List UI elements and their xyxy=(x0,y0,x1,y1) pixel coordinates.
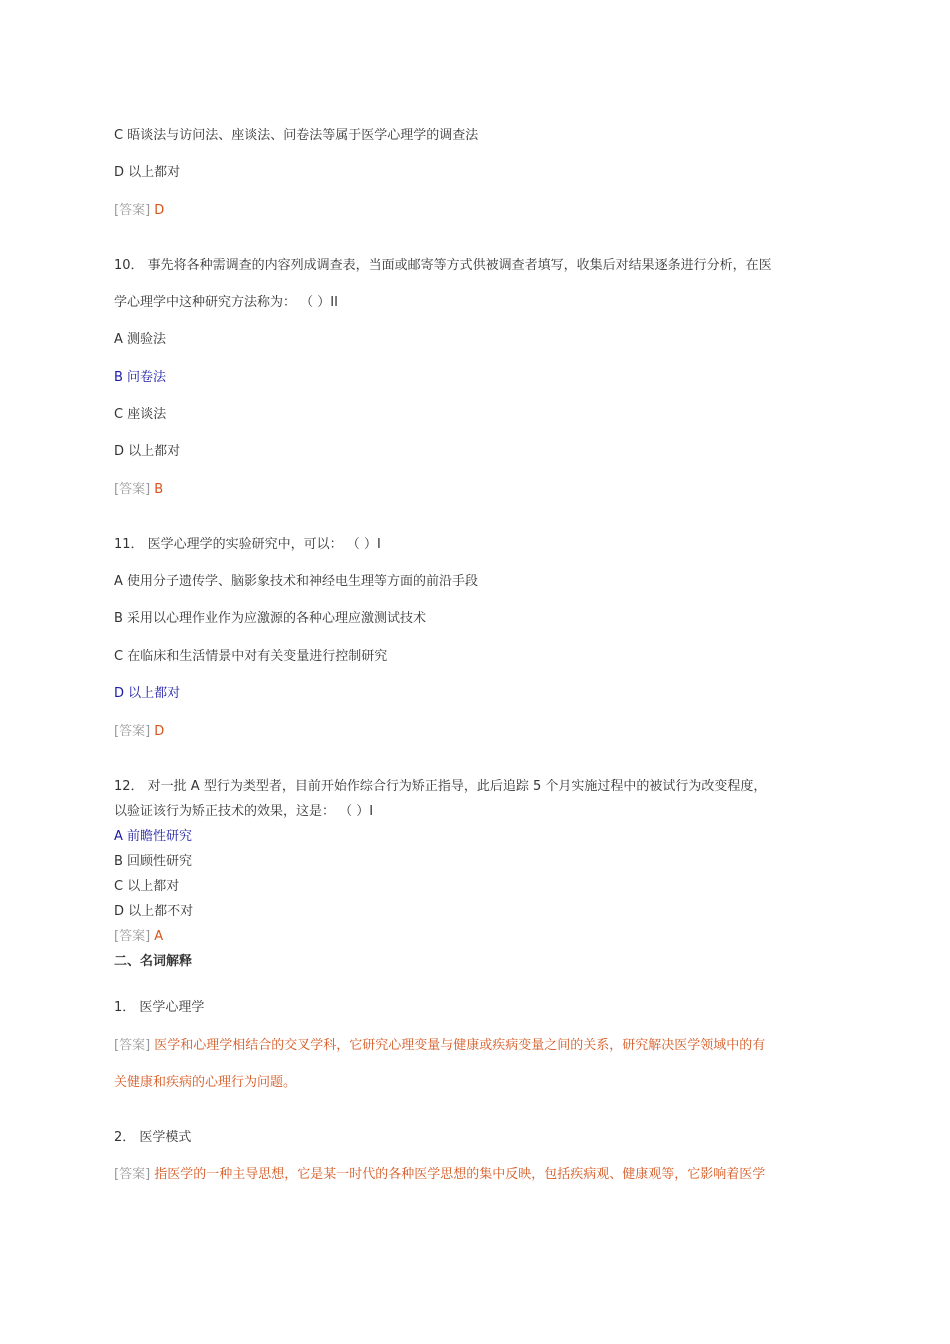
answer-label: [答案] xyxy=(114,929,151,944)
q11-option-d: D 以上都对 xyxy=(114,686,181,701)
answer-label: [答案] xyxy=(114,724,151,739)
term1-title: 1． 医学心理学 xyxy=(114,1000,205,1015)
q12-stem-line1: 12． 对一批 A 型行为类型者，目前开始作综合行为矫正指导，此后追踪 5 个月实施过程中的被试行为改变程度， xyxy=(114,779,767,794)
q12-option-c: C 以上都对 xyxy=(114,879,180,894)
q10-option-b: B 问卷法 xyxy=(114,370,167,385)
section-title: 二、名词解释 xyxy=(114,954,193,969)
q10-stem-line1: 10． 事先将各种需调查的内容列成调查表，当面或邮寄等方式供被调查者填写，收集后对结果逐条进行分析，在医 xyxy=(114,258,772,273)
term2-answer-line1 xyxy=(114,1166,765,1184)
answer-text: 医学和心理学相结合的交叉学科，它研究心理变量与健康或疾病变量之间的关系，研究解决医学领域中的有 xyxy=(154,1038,766,1053)
term1-answer-line1 xyxy=(114,1037,765,1055)
term1-answer-line2: 关健康和疾病的心理行为问题。 xyxy=(114,1075,297,1090)
answer-label: [答案] xyxy=(114,1167,151,1182)
answer-value: D xyxy=(154,724,165,739)
q9-answer xyxy=(114,202,164,220)
q12-option-d: D 以上都不对 xyxy=(114,904,194,919)
q11-option-a: A 使用分子遗传学、脑影象技术和神经电生理等方面的前沿手段 xyxy=(114,574,479,589)
q12-option-a: A 前瞻性研究 xyxy=(114,829,193,844)
q10-answer xyxy=(114,481,163,499)
q10-option-c: C 座谈法 xyxy=(114,407,167,422)
answer-text: 指医学的一种主导思想，它是某一时代的各种医学思想的集中反映，包括疾病观、健康观等，它影响着医学 xyxy=(154,1167,766,1182)
answer-value: A xyxy=(154,929,164,944)
answer-label: [答案] xyxy=(114,482,151,497)
q9-option-c: C 晤谈法与访问法、座谈法、问卷法等属于医学心理学的调查法 xyxy=(114,128,479,143)
q12-option-b: B 回顾性研究 xyxy=(114,854,193,869)
q11-option-c: C 在临床和生活情景中对有关变量进行控制研究 xyxy=(114,649,388,664)
q10-stem-line2: 学心理学中这种研究方法称为： （ ）II xyxy=(114,295,338,310)
answer-label: [答案] xyxy=(114,1038,151,1053)
answer-value: D xyxy=(154,203,165,218)
term2-title: 2． 医学模式 xyxy=(114,1130,192,1145)
q11-stem: 11． 医学心理学的实验研究中，可以： （ ）I xyxy=(114,537,381,552)
q10-option-a: A 测验法 xyxy=(114,332,167,347)
q9-option-d: D 以上都对 xyxy=(114,165,181,180)
answer-label: [答案] xyxy=(114,203,151,218)
q12-answer xyxy=(114,928,163,946)
answer-value: B xyxy=(154,482,164,497)
q11-answer xyxy=(114,723,164,741)
q12-stem-line2: 以验证该行为矫正技术的效果，这是： （ ）I xyxy=(114,804,374,819)
q10-option-d: D 以上都对 xyxy=(114,444,181,459)
q11-option-b: B 采用以心理作业作为应激源的各种心理应激测试技术 xyxy=(114,611,427,626)
